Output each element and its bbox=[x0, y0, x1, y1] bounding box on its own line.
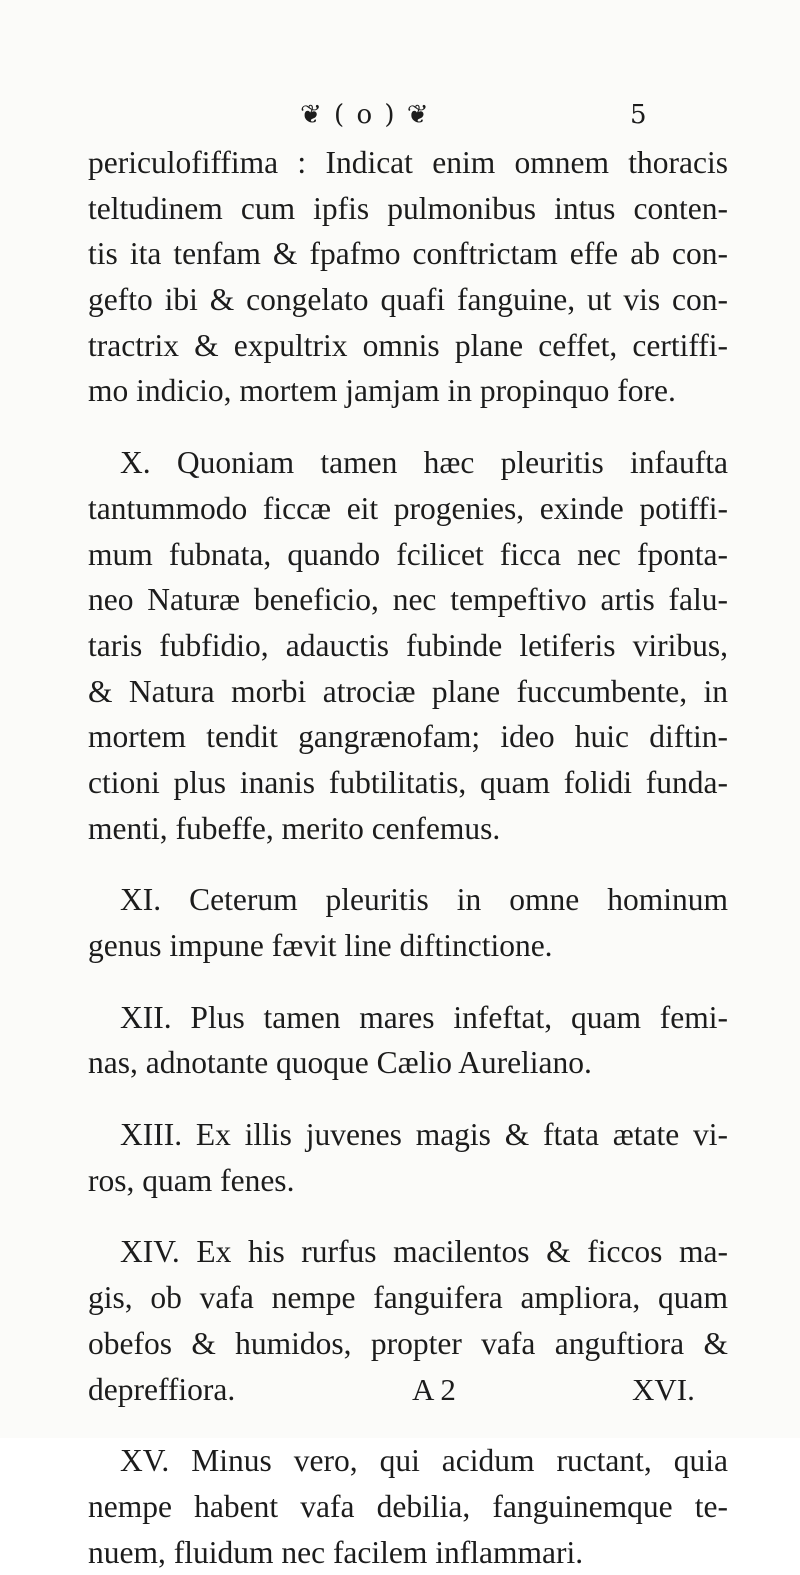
text-line: XIV. Ex his rurfus macilentos & ficcos ma- bbox=[120, 1234, 728, 1270]
catchword: XVI. bbox=[632, 1372, 695, 1407]
text-line: neo Naturæ beneficio, nec tempeftivo artis falu- bbox=[88, 582, 728, 618]
paragraph-5 bbox=[88, 1112, 728, 1203]
paragraph-2 bbox=[88, 440, 728, 851]
text-line: tractrix & expultrix omnis plane ceffet, certiffi- bbox=[88, 327, 728, 363]
text-line: gis, ob vafa nempe fanguifera ampliora, quam bbox=[88, 1280, 728, 1316]
text-line: taris fubfidio, adauctis fubinde letiferis viribus, bbox=[88, 627, 728, 663]
text-line: nempe habent vafa debilia, fanguinemque te- bbox=[88, 1488, 728, 1524]
text-line: genus impune fævit line diftinctione. bbox=[88, 928, 553, 963]
text-line: X. Quoniam tamen hæc pleuritis infaufta bbox=[120, 445, 728, 481]
paragraph-7 bbox=[88, 1438, 728, 1575]
page-number: 5 bbox=[630, 100, 649, 130]
text-line: XII. Plus tamen mares infeftat, quam femi- bbox=[120, 999, 728, 1035]
text-line: tantummodo ficcæ eit progenies, exinde potiffi- bbox=[88, 490, 728, 526]
text-line: obefos & humidos, propter vafa anguftiora & bbox=[88, 1325, 728, 1361]
text-line: mum fubnata, quando fcilicet ficca nec fponta- bbox=[88, 536, 728, 572]
text-line: teltudinem cum ipfis pulmonibus intus conten- bbox=[88, 190, 728, 226]
text-line: ctioni plus inanis fubtilitatis, quam folidi funda- bbox=[88, 764, 728, 800]
text-line: depreffiora. bbox=[88, 1371, 236, 1407]
text-line: mortem tendit gangrænofam; ideo huic diftin- bbox=[88, 719, 728, 755]
text-line: gefto ibi & congelato quafi fanguine, ut vis con- bbox=[88, 282, 728, 318]
signature-mark: A 2 bbox=[412, 1372, 456, 1407]
text-line: nas, adnotante quoque Cælio Aureliano. bbox=[88, 1045, 592, 1081]
text-line: periculofiffima : Indicat enim omnem thoracis bbox=[88, 145, 728, 180]
paragraph-3 bbox=[88, 877, 728, 968]
text-line: menti, fubeffe, merito cenfemus. bbox=[88, 810, 501, 846]
text-line: & Natura morbi atrociæ plane fuccumbente, in bbox=[88, 673, 728, 709]
text-line: nuem, fluidum nec facilem inflammari. bbox=[88, 1534, 584, 1570]
text-line: ros, quam fenes. bbox=[88, 1162, 295, 1198]
paragraph-1 bbox=[88, 140, 728, 414]
header-ornament: ❦ ( o ) ❦ bbox=[300, 100, 431, 130]
text-line: XV. Minus vero, qui acidum ructant, quia bbox=[120, 1443, 728, 1479]
running-head bbox=[300, 96, 649, 131]
body-text bbox=[88, 140, 728, 1575]
text-line: mo indicio, mortem jamjam in propinquo fore. bbox=[88, 373, 676, 409]
paragraph-4 bbox=[88, 995, 728, 1086]
text-line: XIII. Ex illis juvenes magis & ftata ætate vi- bbox=[120, 1117, 728, 1153]
text-line: XI. Ceterum pleuritis in omne hominum bbox=[120, 882, 728, 918]
text-line: tis ita tenfam & fpafmo conftrictam effe ab con- bbox=[88, 236, 728, 272]
